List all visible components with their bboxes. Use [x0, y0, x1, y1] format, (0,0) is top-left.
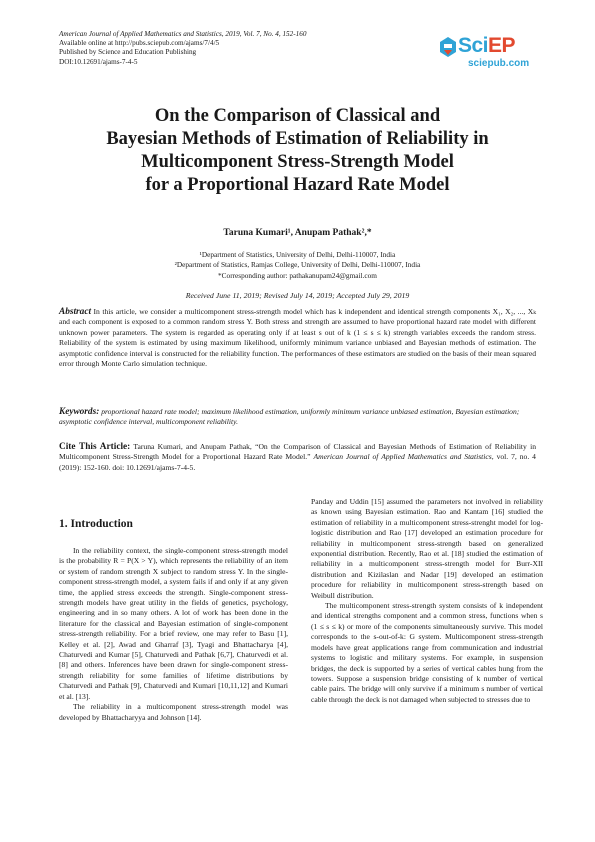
cite-details: vol. 7, no. 4 (2019): 152-160. doi: 10.12691/ajams-7-4-5.: [59, 452, 536, 472]
section-heading: 1. Introduction: [59, 518, 133, 530]
paragraph: Panday and Uddin [15] assumed the parameters not involved in reliability as known using Bayesian estimation. Rao and Kantam [16] studied the estimation of reliability in a multicomponent stress-strenght model for log-logistic distribution and Rao [17] developed an estimation procedure for reliability in multicomponent stress-strength based on generalized exponential distribution. Recently, Rao et al. [18] studied the estimation of reliability in a multicomponent stress-strength model for Burr-XII distribution and Kizilaslan and Nadar [19] developed an estimation procedure for reliability in multicomponent stress-strength based on Weibull distribution.: [311, 497, 543, 600]
logo-text: SciEP: [458, 34, 516, 57]
doi-line[interactable]: DOI:10.12691/ajams-7-4-5: [59, 57, 138, 66]
available-online-line[interactable]: Available online at http://pubs.sciepub.com/ajams/7/4/5: [59, 39, 220, 48]
authors: Taruna Kumari¹, Anupam Pathak²,*: [223, 228, 372, 238]
paper-title: [40, 105, 555, 197]
cite-journal: American Journal of Applied Mathematics and Statistics,: [313, 452, 494, 462]
cite-label: Cite This Article:: [59, 442, 131, 452]
journal-citation-line: American Journal of Applied Mathematics and Statistics, 2019, Vol. 7, No. 4, 152-160: [59, 30, 307, 38]
title-line: Multicomponent Stress-Strength Model: [141, 152, 454, 172]
publisher-line: Published by Science and Education Publishing: [59, 48, 197, 57]
left-column: [59, 546, 288, 723]
keywords: [59, 407, 536, 428]
right-column: [311, 497, 543, 705]
abstract-text: In this article, we consider a multicomponent stress-strength model which has k independent and identical strength components X₁, X₂, ..., Xₖ and each component is exposed to a common random stress Y. Both stress and strength are assumed to have proportional hazard rate model with different unknown power parameters. The system is regarded as operating only if at least s out of k (1 ≤ s ≤ k) strength variables exceeds the random stress. Reliability of the system is estimated by using maximum likelihood, uniformly minimum variance unbiased and Bayesian methods of estimation. The asymptotic confidence interval is constructed for the reliability function. The performances of these estimators are studied on the basis of their mean squared error through Monte Carlo simulation technique.: [59, 307, 536, 369]
corresponding-author[interactable]: *Corresponding author: pathakanupam24@gmail.com: [218, 270, 377, 280]
keywords-label: Keywords:: [59, 407, 100, 417]
paragraph: The multicomponent stress-strength system consists of k independent and identical strengths component and a common stress, functions when s (1 ≤ s ≤ k) or more of the components simultaneously survive. This model corresponds to the s-out-of-k: G system. Multicomponent stress-strength models have great applications range from communication and industrial systems to logistic and military systems. For example, in suspension bridges, the deck is supported by a series of vertical cables hung from the towers. Suppose a suspension bridge consisting of k number of vertical cable pairs. The bridge will only survive if a minimum s number of vertical cable through the deck is not damaged when subjected to stresses due to: [311, 601, 543, 704]
cite-text: Taruna Kumari, and Anupam Pathak, “On the Comparison of Classical and Bayesian Methods of Estimation of Reliability in Multicomponent Stress-Strength Model for a Proportional Hazard Rate Model.”: [59, 442, 537, 462]
affiliation-1: ¹Department of Statistics, University of Delhi, Delhi-110007, India: [199, 250, 396, 259]
affiliation-2: ²Department of Statistics, Ramjas College, University of Delhi, Delhi-110007, India: [174, 260, 421, 270]
affiliations: [40, 250, 555, 281]
paragraph: In the reliability context, the single-component stress-strength model is the probability R = P(X > Y), which represents the reliability of an item or system of random strength X subject to random stress Y. In the single-component stress-strength model, a system fails if and only if at any given time, the applied stress exceeds the strength. Single-component stress-strength models have great utility in the fields of genetics, psychology, engineering and in so many others. A lot of work has been done in the literature for the classical and Bayesian estimation of single-component stress-strength reliability. For a brief review, one may refer to Basu [1], Kelley et al. [2], Awad and Gharraf [3], Tyagi and Bhattacharya [4], Chaturvedi and Kumar [5], Chaturvedi and Pathak [6,7], Chaturvedi et al. [8] and others. Inferences have been drawn for single-component stress-strength reliability for some families of lifetime distributions by Chaturvedi and Pathak [9], Chaturvedi and Kumari [10,11,12] and Kumari et al. [13].: [59, 546, 288, 701]
paragraph: The reliability in a multicomponent stress-strength model was developed by Bhattacharyya and Johnson [14].: [59, 702, 288, 722]
cite-this-article: [59, 442, 536, 473]
title-line: for a Proportional Hazard Rate Model: [145, 175, 450, 195]
keywords-text: proportional hazard rate model; maximum likelihood estimation, uniformly minimum variance unbiased estimation, Bayesian estimation; asymptotic confidence interval, multicomponent reliability.: [59, 407, 520, 427]
abstract-label: Abstract: [59, 307, 92, 317]
title-line: Bayesian Methods of Estimation of Reliability in: [106, 129, 489, 149]
logo-url: sciepub.com: [468, 58, 530, 69]
logo-mark-icon: [438, 36, 458, 62]
journal-header: [59, 30, 306, 67]
sciep-logo: [438, 36, 548, 76]
submission-dates: Received June 11, 2019; Revised July 14, 2019; Accepted July 29, 2019: [185, 291, 410, 300]
abstract: [59, 307, 536, 369]
title-line: On the Comparison of Classical and: [154, 106, 441, 126]
